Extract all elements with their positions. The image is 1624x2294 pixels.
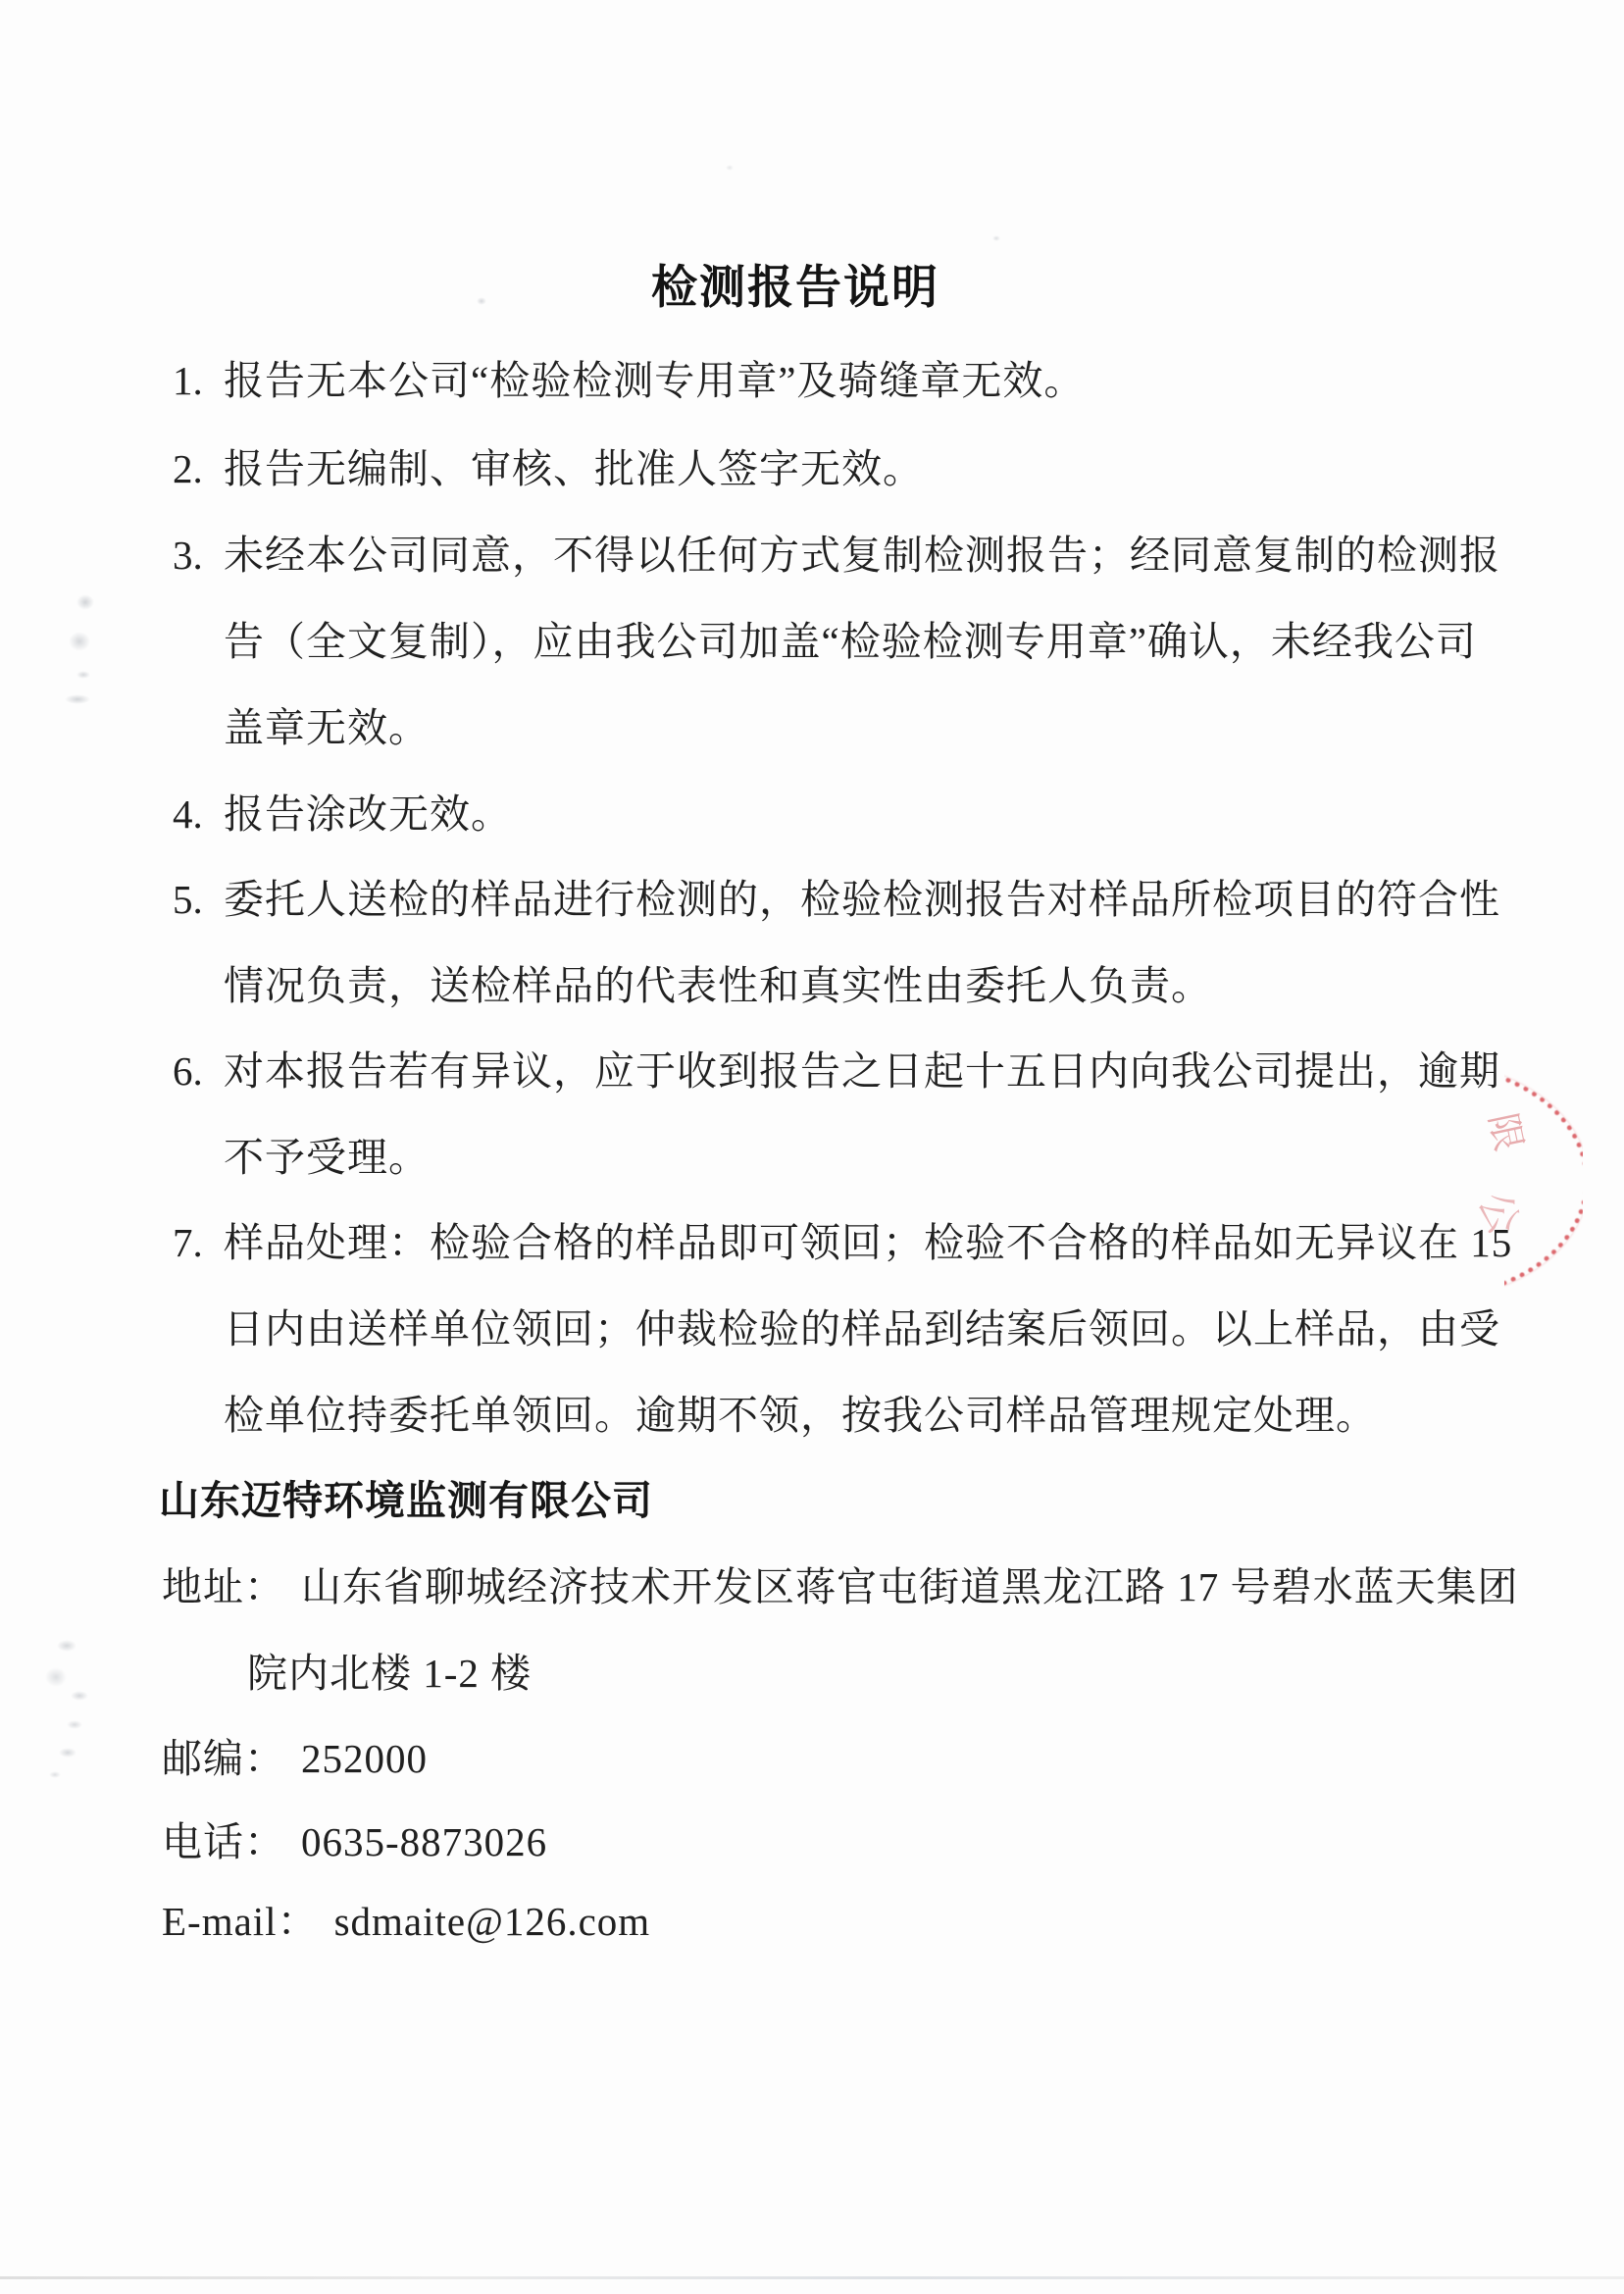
item-7-text-line-1: 样品处理：检验合格的样品即可领回；检验不合格的样品如无异议在 15 <box>224 1220 1513 1265</box>
address-value-line-2: 院内北楼 1-2 楼 <box>247 1651 533 1696</box>
list-item-2 <box>173 443 924 494</box>
scan-mark <box>726 165 734 171</box>
postcode-label: 邮编： <box>162 1736 285 1781</box>
item-3-text-line-2: 告（全文复制），应由我公司加盖“检验检测专用章”确认，未经我公司 <box>224 619 1477 664</box>
item-7-number: 7. <box>173 1220 203 1265</box>
list-item-6 <box>173 1045 1500 1096</box>
seal-ring-arc <box>1504 1063 1583 1295</box>
address-label: 地址： <box>162 1564 285 1609</box>
scan-mark <box>76 671 90 679</box>
address-value-line-1: 山东省聊城经济技术开发区蒋官屯街道黑龙江路 17 号碧水蓝天集团 <box>301 1564 1519 1609</box>
email-row <box>162 1896 650 1947</box>
company-name: 山东迈特环境监测有限公司 <box>159 1478 653 1523</box>
item-7-text-line-2: 日内由送样单位领回；仲裁检验的样品到结案后领回。以上样品，由受 <box>224 1306 1500 1351</box>
page-title: 检测报告说明 <box>651 263 939 314</box>
list-item-5 <box>173 874 1500 925</box>
item-6-text-line-1: 对本报告若有异议，应于收到报告之日起十五日内向我公司提出，逾期 <box>224 1048 1500 1094</box>
item-6-text-line-2: 不予受理。 <box>224 1135 430 1180</box>
scan-mark <box>45 1667 67 1687</box>
phone-row <box>162 1816 547 1867</box>
scan-mark <box>76 594 94 610</box>
email-value: sdmaite@126.com <box>333 1899 651 1944</box>
seal-text-fragment-2: 公 <box>1469 1186 1527 1242</box>
item-5-number: 5. <box>173 877 203 922</box>
item-3-text-line-1: 未经本公司同意，不得以任何方式复制检测报告；经同意复制的检测报 <box>224 533 1500 578</box>
item-2-number: 2. <box>173 446 203 491</box>
list-item-3 <box>173 530 1500 581</box>
postcode-value: 252000 <box>301 1736 428 1781</box>
list-item-1 <box>173 355 1085 406</box>
scan-mark <box>57 1640 76 1652</box>
scan-mark <box>992 235 1000 241</box>
seam-seal-stamp <box>1504 1061 1583 1295</box>
item-4-number: 4. <box>173 791 203 837</box>
phone-label: 电话： <box>162 1819 285 1864</box>
address-row <box>162 1561 1519 1612</box>
item-3-number: 3. <box>173 533 203 578</box>
item-3-text-line-3: 盖章无效。 <box>224 705 430 750</box>
scan-mark <box>59 1748 76 1758</box>
item-2-text: 报告无编制、审核、批准人签字无效。 <box>224 446 924 491</box>
scan-mark <box>67 1720 82 1729</box>
email-label: E-mail： <box>162 1899 319 1944</box>
scan-mark <box>71 1691 88 1701</box>
scan-mark <box>49 1771 61 1778</box>
list-item-7 <box>173 1217 1512 1268</box>
scan-mark <box>65 694 90 704</box>
scan-mark <box>69 632 90 651</box>
list-item-4 <box>173 789 512 840</box>
item-1-number: 1. <box>173 358 203 403</box>
postcode-row <box>162 1733 428 1784</box>
item-7-text-line-3: 检单位持委托单领回。逾期不领，按我公司样品管理规定处理。 <box>224 1393 1377 1438</box>
item-4-text: 报告涂改无效。 <box>224 791 512 837</box>
item-5-text-line-2: 情况负责，送检样品的代表性和真实性由委托人负责。 <box>224 963 1212 1008</box>
phone-value: 0635-8873026 <box>301 1819 548 1864</box>
scan-mark <box>477 297 486 305</box>
item-6-number: 6. <box>173 1048 203 1094</box>
seal-text-fragment-1: 限 <box>1481 1109 1530 1155</box>
item-5-text-line-1: 委托人送检的样品进行检测的，检验检测报告对样品所检项目的符合性 <box>224 877 1500 922</box>
scan-edge-line <box>0 2276 1624 2279</box>
item-1-text: 报告无本公司“检验检测专用章”及骑缝章无效。 <box>224 358 1086 403</box>
